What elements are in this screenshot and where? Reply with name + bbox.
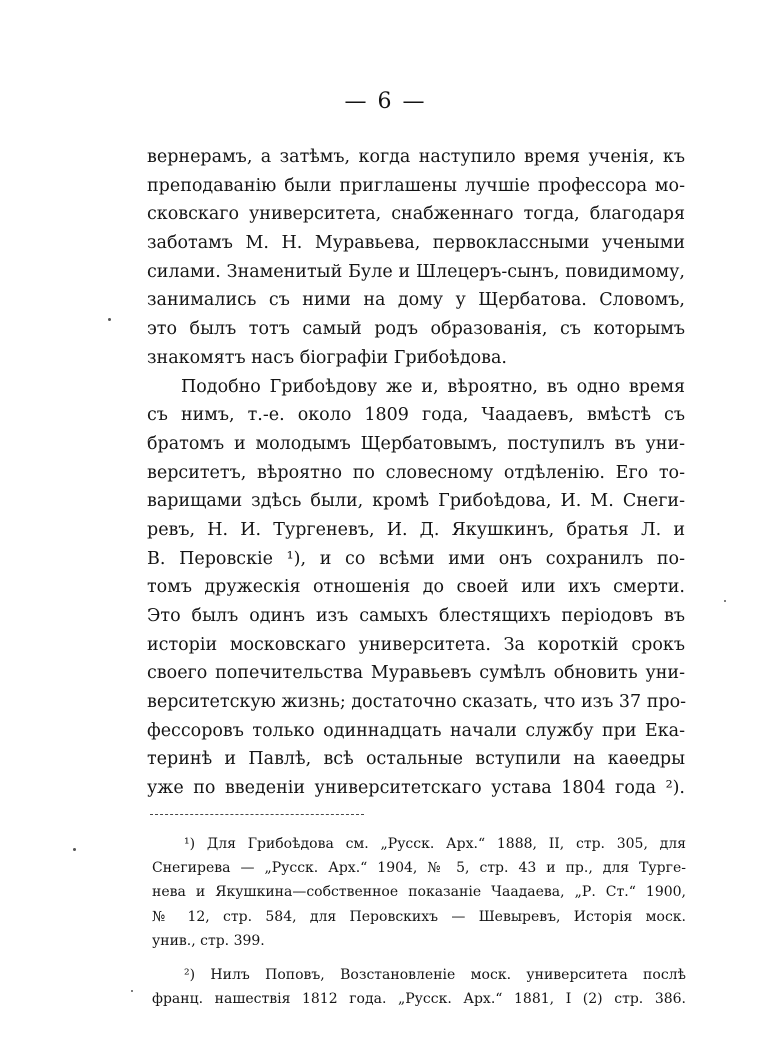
text-line: вернерамъ, а затѣмъ, когда наступило время ученія, къ	[147, 147, 685, 167]
text-line: заботамъ М. Н. Муравьева, первоклассными учеными	[147, 233, 685, 254]
scan-speck	[131, 990, 133, 992]
text-line: знакомятъ насъ біографіи Грибоѣдова.	[147, 347, 507, 368]
text-line: Это былъ одинъ изъ самыхъ блестящихъ періодовъ въ	[147, 606, 685, 626]
text-line: уже по введеніи университетскаго устава 1804 года ²).	[147, 778, 685, 799]
text-line: сковскаго университета, снабженнаго тогда, благодаря	[147, 204, 685, 225]
text-line: своего попечительства Муравьевъ сумѣлъ обновить уни-	[147, 663, 685, 684]
text-line: В. Перовскіе ¹), и со всѣми ими онъ сохранилъ по-	[147, 548, 685, 569]
text-line: съ нимъ, т.-е. около 1809 года, Чаадаевъ, вмѣстѣ съ	[147, 405, 685, 426]
footnote-separator	[150, 814, 364, 815]
footnote-line: нева и Якушкина—собственное показаніе Чаадаева, „Р. Ст.“ 1900,	[152, 884, 686, 901]
text-line: занимались съ ними на дому у Щербатова. Словомъ,	[147, 290, 685, 311]
footnote-gap	[152, 953, 686, 963]
text-line: фессоровъ только одиннадцать начали службу при Ека-	[147, 720, 685, 741]
text-line: Подобно Грибоѣдову же и, вѣроятно, въ одно время	[181, 376, 685, 397]
footnote-line: № 12, стр. 584, для Перовскихъ — Шевыревъ, Исторія моск.	[152, 908, 686, 925]
footnote-line: Снегирева — „Русск. Арх.“ 1904, № 5, стр. 43 и пр., для Турге-	[152, 860, 686, 877]
scan-speck	[73, 848, 76, 851]
text-line: это былъ тотъ самый родъ образованія, съ которымъ	[147, 319, 685, 340]
text-line: верситетъ, вѣроятно по словесному отдѣленію. Его то-	[147, 462, 685, 483]
scan-speck	[724, 600, 726, 602]
text-line: теринѣ и Павлѣ, всѣ остальные вступили на каѳедры	[147, 749, 685, 770]
text-line: преподаванію были приглашены лучшіе профессора мо-	[147, 175, 685, 196]
scan-speck	[108, 318, 111, 321]
text-line: верситетскую жизнь; достаточно сказать, что изъ 37 про-	[147, 692, 687, 713]
text-line: томъ дружескія отношенія до своей или ихъ смерти.	[147, 577, 685, 598]
footnote-line: франц. нашествія 1812 года. „Русск. Арх.“ 1881, I (2) стр. 386.	[152, 991, 686, 1008]
text-line: братомъ и молодымъ Щербатовымъ, поступилъ въ уни-	[147, 433, 685, 454]
text-line: варищами здѣсь были, кромѣ Грибоѣдова, И. М. Снеги-	[147, 491, 685, 512]
text-line: ревъ, Н. И. Тургеневъ, И. Д. Якушкинъ, братья Л. и	[147, 519, 685, 540]
footnote-line: унив., стр. 399.	[152, 932, 265, 949]
footnote-line: ²) Нилъ Поповъ, Возстановленіе моск. университета послѣ	[184, 966, 686, 983]
text-line: силами. Знаменитый Буле и Шлецеръ-сынъ, повидимому,	[147, 261, 685, 282]
text-line: исторіи московскаго университета. За короткій срокъ	[147, 634, 685, 655]
footnotes	[152, 832, 686, 1011]
footnote-line: ¹) Для Грибоѣдова см. „Русск. Арх.“ 1888, II, стр. 305, для	[184, 836, 686, 852]
main-text	[147, 143, 685, 803]
page-number: — 6 —	[344, 89, 427, 114]
